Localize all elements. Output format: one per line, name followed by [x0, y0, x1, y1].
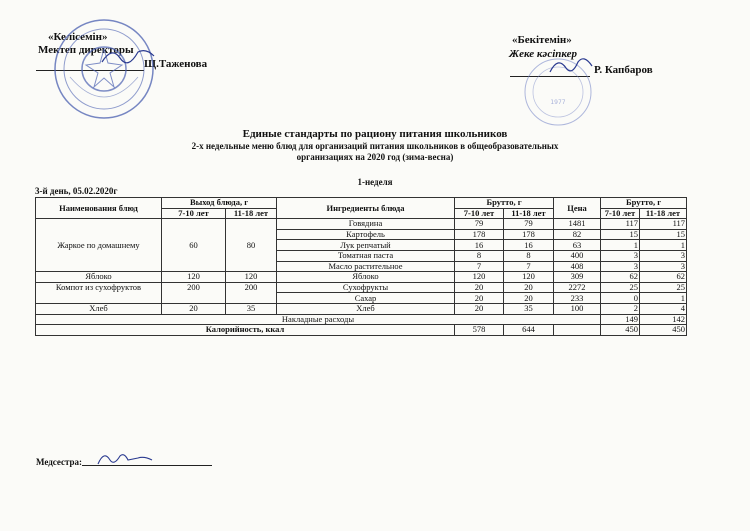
document-subtitle-2: организациях на 2020 год (зима-весна): [296, 152, 454, 162]
approval-left-line1: «Келісемін»: [48, 31, 108, 43]
gross-age1-cell: 16: [455, 240, 504, 251]
gross-age2-cell: 35: [504, 303, 554, 314]
gross-age1-cell: 120: [455, 272, 504, 283]
signature-left-icon: [98, 40, 158, 70]
header-gross2-age2: 11-18 лет: [640, 208, 687, 219]
cal-age1-cell: 2: [601, 303, 640, 314]
menu-table: [35, 197, 687, 336]
price-cell: 400: [554, 250, 601, 261]
gross-age2-cell: 20: [504, 282, 554, 293]
gross-age2-cell: 178: [504, 229, 554, 240]
gross-age2-cell: 20: [504, 293, 554, 304]
output-age1-cell: 200: [162, 282, 226, 303]
approval-right-name: Р. Капбаров: [594, 64, 653, 76]
header-dish: Наименования блюд: [36, 198, 162, 219]
cal-age1-cell: 117: [601, 219, 640, 230]
gross-age2-cell: 79: [504, 219, 554, 230]
gross-age2-cell: 16: [504, 240, 554, 251]
ingredient-cell: Сухофрукты: [277, 282, 455, 293]
day-label: 3-й день, 05.02.2020г: [35, 186, 118, 196]
calories-gross-age2: 644: [504, 325, 554, 336]
overhead-age1: 149: [601, 314, 640, 325]
ingredient-cell: Сахар: [277, 293, 455, 304]
cal-age1-cell: 0: [601, 293, 640, 304]
ingredient-cell: Яблоко: [277, 272, 455, 283]
header-gross: Брутто, г: [455, 198, 554, 209]
cal-age1-cell: 62: [601, 272, 640, 283]
ingredient-cell: Лук репчатый: [277, 240, 455, 251]
gross-age1-cell: 20: [455, 303, 504, 314]
cal-age2-cell: 4: [640, 303, 687, 314]
dish-cell: Яблоко: [36, 272, 162, 283]
cal-age2-cell: 1: [640, 293, 687, 304]
cal-age2-cell: 117: [640, 219, 687, 230]
document-title: Единые стандарты по рациону питания школьников: [242, 128, 508, 140]
cal-age1-cell: 3: [601, 250, 640, 261]
overhead-label: Накладные расходы: [36, 314, 601, 325]
cal-age1-cell: 25: [601, 282, 640, 293]
approval-right-line1: «Бекітемін»: [512, 34, 572, 46]
gross-age1-cell: 8: [455, 250, 504, 261]
ingredient-cell: Картофель: [277, 229, 455, 240]
price-cell: 233: [554, 293, 601, 304]
week-label: 1-неделя: [357, 177, 393, 187]
output-age2-cell: 120: [226, 272, 277, 283]
stamp-year-text: 1977: [550, 99, 566, 106]
gross-age1-cell: 20: [455, 293, 504, 304]
approval-right-line2: Жеке кәсіпкер: [509, 48, 578, 60]
nurse-label: Медсестра:: [36, 457, 83, 467]
table-row: [36, 272, 687, 283]
output-age2-cell: 200: [226, 282, 277, 303]
header-price: Цена: [554, 198, 601, 219]
output-age2-cell: 35: [226, 303, 277, 314]
price-cell: 82: [554, 229, 601, 240]
cal-age2-cell: 25: [640, 282, 687, 293]
cal-age2-cell: 15: [640, 229, 687, 240]
dish-cell: Жаркое по домашнему: [36, 219, 162, 272]
price-cell: 408: [554, 261, 601, 272]
approval-left-name: Щ.Таженова: [144, 58, 208, 70]
calories-age2: 450: [640, 325, 687, 336]
ingredient-cell: Масло растительное: [277, 261, 455, 272]
cal-age2-cell: 1: [640, 240, 687, 251]
ingredient-cell: Томатная паста: [277, 250, 455, 261]
table-row: [36, 282, 687, 293]
cal-age1-cell: 1: [601, 240, 640, 251]
ingredient-cell: Говядина: [277, 219, 455, 230]
nurse-signature-icon: [94, 448, 156, 470]
cal-age1-cell: 15: [601, 229, 640, 240]
ingredient-cell: Хлеб: [277, 303, 455, 314]
output-age2-cell: 80: [226, 219, 277, 272]
price-cell: 2272: [554, 282, 601, 293]
calories-gross-age1: 578: [455, 325, 504, 336]
calories-row: [36, 325, 687, 336]
header-gross-2: Брутто, г: [601, 198, 687, 209]
calories-price: [554, 325, 601, 336]
price-cell: 63: [554, 240, 601, 251]
gross-age1-cell: 79: [455, 219, 504, 230]
header-ingredients: Ингредиенты блюда: [277, 198, 455, 219]
gross-age2-cell: 8: [504, 250, 554, 261]
gross-age2-cell: 120: [504, 272, 554, 283]
cal-age2-cell: 3: [640, 261, 687, 272]
gross-age2-cell: 7: [504, 261, 554, 272]
header-output-age2: 11-18 лет: [226, 208, 277, 219]
table-row: [36, 303, 687, 314]
header-gross-age2: 11-18 лет: [504, 208, 554, 219]
overhead-age2: 142: [640, 314, 687, 325]
gross-age1-cell: 7: [455, 261, 504, 272]
cal-age2-cell: 3: [640, 250, 687, 261]
calories-age1: 450: [601, 325, 640, 336]
price-cell: 1481: [554, 219, 601, 230]
header-output: Выход блюда, г: [162, 198, 277, 209]
price-cell: 100: [554, 303, 601, 314]
dish-cell: Хлеб: [36, 303, 162, 314]
gross-age1-cell: 20: [455, 282, 504, 293]
approval-left-line2: Мектеп директоры: [38, 44, 134, 56]
cal-age1-cell: 3: [601, 261, 640, 272]
overhead-row: [36, 314, 687, 325]
header-gross-age1: 7-10 лет: [455, 208, 504, 219]
output-age1-cell: 120: [162, 272, 226, 283]
output-age1-cell: 20: [162, 303, 226, 314]
header-output-age1: 7-10 лет: [162, 208, 226, 219]
gross-age1-cell: 178: [455, 229, 504, 240]
cal-age2-cell: 62: [640, 272, 687, 283]
dish-cell: Компот из сухофруктов: [36, 282, 162, 303]
signature-right-icon: [546, 52, 596, 80]
calories-label: Калорийность, ккал: [36, 325, 455, 336]
table-header-row: [36, 198, 687, 209]
document-subtitle-1: 2-х недельные меню блюд для организаций питания школьников в общеобразовательных: [191, 141, 559, 151]
price-cell: 309: [554, 272, 601, 283]
output-age1-cell: 60: [162, 219, 226, 272]
header-gross2-age1: 7-10 лет: [601, 208, 640, 219]
table-row: [36, 219, 687, 230]
